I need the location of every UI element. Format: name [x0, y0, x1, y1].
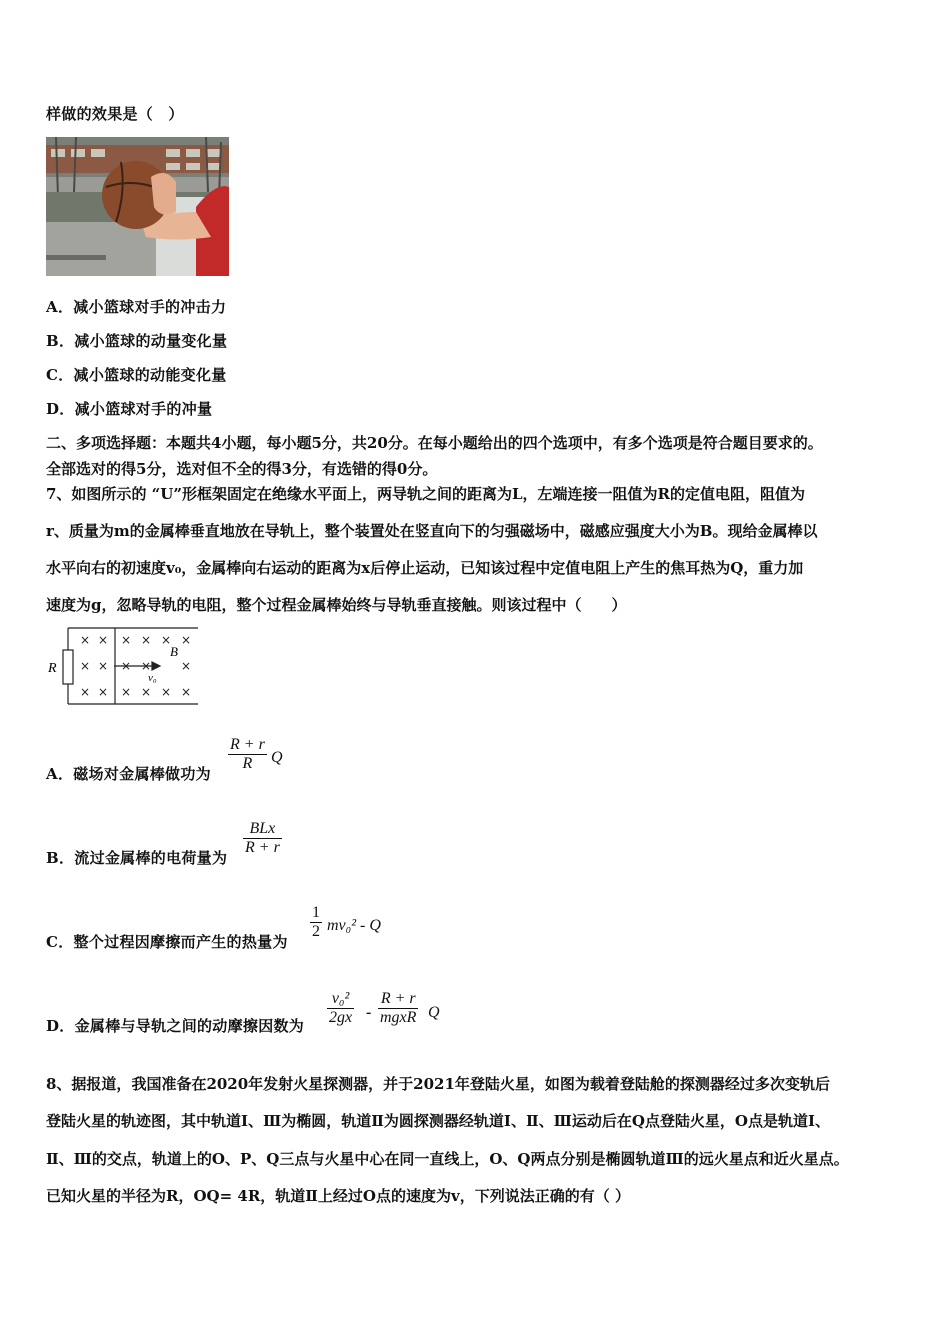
q7-line4: 速度为g，忽略导轨的电阻，整个过程金属棒始终与导轨垂直接触。则该过程中（ ） — [46, 596, 627, 614]
fraction-denominator: 2gx — [329, 1009, 353, 1026]
q7-line3: 水平向右的初速度v₀，金属棒向右运动的距离为x后停止运动，已知该过程中定值电阻上产生的焦耳热为Q，重力加 — [46, 559, 804, 577]
basketball-photo — [46, 137, 229, 276]
q8-line2: 登陆火星的轨迹图，其中轨道Ⅰ、Ⅲ为椭圆，轨道Ⅱ为圆探测器经轨道Ⅰ、Ⅱ、Ⅲ运动后在Q点登陆火星，O点是轨道Ⅰ、 — [46, 1112, 831, 1130]
field-cross: × — [121, 659, 132, 673]
field-label: B — [170, 644, 178, 659]
fraction-numerator: R + r — [380, 990, 416, 1007]
q7-option-a: A．磁场对金属棒做功为 — [46, 765, 211, 783]
fraction-denominator: 2 — [312, 923, 320, 940]
fraction-numerator: BLx — [249, 820, 276, 837]
field-cross: × — [80, 685, 91, 699]
q7-option-b: B．流过金属棒的电荷量为 — [46, 849, 228, 867]
section2-line1: 二、多项选择题：本题共4小题，每小题5分，共20分。在每小题给出的四个选项中，有多个选项是符合题目要求的。 — [46, 434, 823, 452]
field-cross: × — [141, 685, 152, 699]
field-cross: × — [181, 685, 192, 699]
field-cross: × — [98, 633, 109, 647]
resistor-label: R — [48, 661, 57, 676]
field-cross: × — [121, 633, 132, 647]
q6-option-c: C．减小篮球的动能变化量 — [46, 366, 227, 384]
q7-option-a-fraction — [228, 736, 267, 773]
q8-line1: 8、据报道，我国准备在2020年发射火星探测器，并于2021年登陆火星，如图为载着登陆舱的探测器经过多次变轨后 — [46, 1075, 830, 1093]
q8-line4: 已知火星的半径为R，OQ= 4R，轨道Ⅱ上经过O点的速度为v，下列说法正确的有（ ） — [46, 1187, 630, 1205]
field-cross: × — [80, 659, 91, 673]
fraction-denominator: R — [242, 755, 253, 772]
q7-option-c-fraction — [310, 904, 322, 941]
q7-option-d-fraction-1 — [327, 990, 354, 1027]
field-cross: × — [181, 633, 192, 647]
field-cross: × — [181, 659, 192, 673]
q6-option-a: A．减小篮球对手的冲击力 — [46, 298, 227, 316]
q7-option-b-fraction — [243, 820, 282, 857]
q6-stem-tail: 样做的效果是（ ） — [46, 105, 184, 123]
basketball-photo-image — [46, 137, 229, 276]
fraction-numerator: v₀² — [331, 990, 350, 1007]
q7-option-d-tail: Q — [428, 1004, 440, 1021]
field-cross: × — [121, 685, 132, 699]
field-cross: × — [161, 685, 172, 699]
field-cross: × — [141, 659, 152, 673]
fraction-numerator: 1 — [312, 904, 320, 921]
q7-line2: r、质量为m的金属棒垂直地放在导轨上，整个装置处在竖直向下的匀强磁场中，磁感应强度大小为B。现给金属棒以 — [46, 522, 818, 540]
q6-option-d: D．减小篮球对手的冲量 — [46, 400, 213, 418]
q7-option-c-tail: mv₀² - Q — [327, 917, 381, 934]
fraction-denominator: mgxR — [380, 1009, 417, 1026]
q7-line1: 7、如图所示的 “U”形框架固定在绝缘水平面上，两导轨之间的距离为L，左端连接一阻值为R的定值电阻，阻值为 — [46, 485, 806, 503]
field-cross: × — [98, 685, 109, 699]
q7-option-c: C．整个过程因摩擦而产生的热量为 — [46, 933, 288, 951]
q7-option-a-tail: Q — [271, 749, 283, 766]
section2-line2: 全部选对的得5分，选对但不全的得3分，有选错的得0分。 — [46, 460, 438, 478]
q6-option-b: B．减小篮球的动量变化量 — [46, 332, 228, 350]
field-cross: × — [98, 659, 109, 673]
field-cross: × — [80, 633, 91, 647]
fraction-denominator: R + r — [245, 839, 280, 856]
q7-option-d-minus: - — [366, 1004, 372, 1021]
circuit-diagram — [46, 626, 202, 706]
velocity-label: v₀ — [148, 672, 157, 684]
q7-option-d-fraction-2 — [378, 990, 418, 1027]
q8-line3: Ⅱ、Ⅲ的交点，轨道上的O、P、Q三点与火星中心在同一直线上，O、Q两点分别是椭圆轨道Ⅲ的远火星点和近火星点。 — [46, 1150, 849, 1168]
field-cross: × — [141, 633, 152, 647]
q7-option-d: D．金属棒与导轨之间的动摩擦因数为 — [46, 1017, 305, 1035]
fraction-numerator: R + r — [230, 736, 265, 753]
field-cross: × — [161, 633, 172, 647]
